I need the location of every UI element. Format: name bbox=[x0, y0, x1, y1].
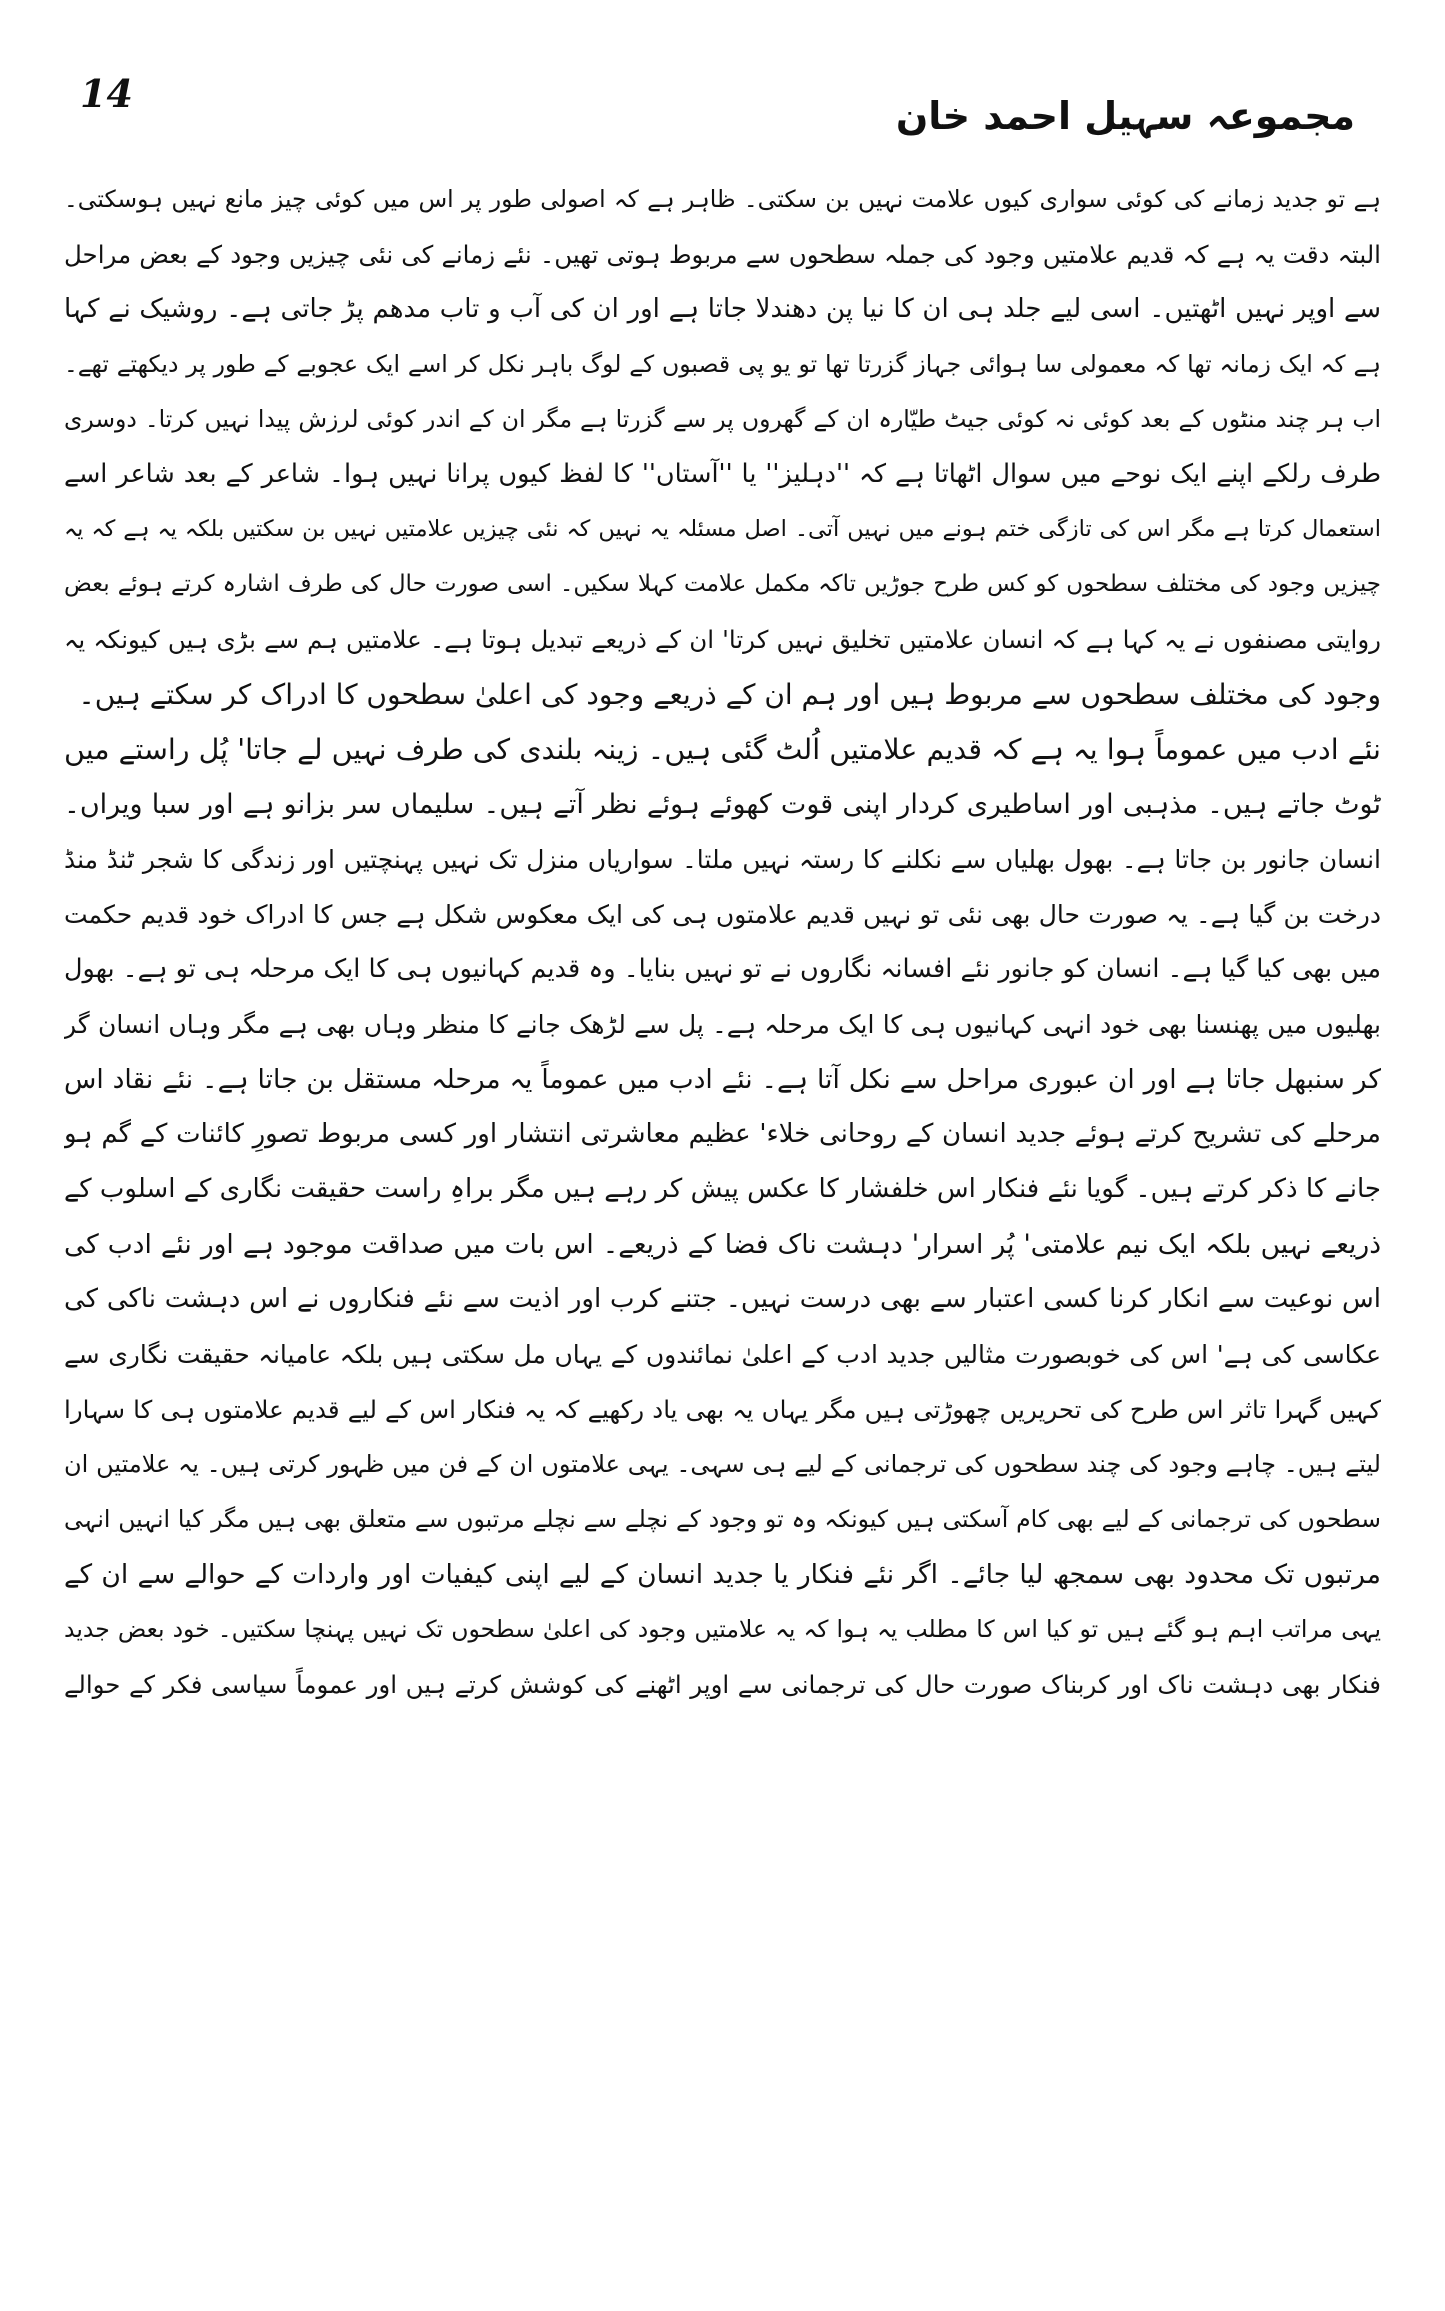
text-line: مرحلے کی تشریح کرتے ہوئے جدید انسان کے روحانی خلاء' عظیم معاشرتی انتشار اور کسی مربوط تصورِ کائنات کے گم ہو bbox=[64, 1119, 1381, 1149]
text-line: ٹوٹ جاتے ہیں۔ مذہبی اور اساطیری کردار اپنی قوت کھوئے ہوئے نظر آتے ہیں۔ سلیماں سر بزانو ہے اور سبا ویراں۔ bbox=[64, 789, 1381, 820]
text-line: استعمال کرتا ہے مگر اس کی تازگی ختم ہونے میں نہیں آتی۔ اصل مسئلہ یہ نہیں کہ نئی چیزیں علامتیں نہیں بن سکتیں بلکہ یہ ہے کہ یہ bbox=[64, 516, 1381, 542]
text-line: اس نوعیت سے انکار کرنا کسی اعتبار سے بھی درست نہیں۔ جتنے کرب اور اذیت سے نئے فنکاروں نے اس دہشت ناکی کی bbox=[64, 1284, 1381, 1314]
text-line: مرتبوں تک محدود بھی سمجھ لیا جائے۔ اگر نئے فنکار یا جدید انسان کے لیے اپنی کیفیات اور واردات کے حوالے سے ان کے bbox=[64, 1559, 1381, 1590]
text-line: انسان جانور بن جاتا ہے۔ بھول بھلیاں سے نکلنے کا رستہ نہیں ملتا۔ سواریاں منزل تک نہیں پہنچتیں اور زندگی کا شجر ٹنڈ منڈ bbox=[64, 845, 1381, 874]
text-line: یہی مراتب اہم ہو گئے ہیں تو کیا اس کا مطلب یہ ہوا کہ یہ علامتیں وجود کی اعلیٰ سطحوں تک نہیں پہنچا سکتیں۔ خود بعض جدید bbox=[64, 1615, 1381, 1643]
text-line: ہے کہ ایک زمانہ تھا کہ معمولی سا ہوائی جہاز گزرتا تھا تو یو پی قصبوں کے لوگ باہر نکل کر اسے ایک عجوبے کے طور پر دیکھتے تھے۔ bbox=[64, 350, 1381, 378]
text-line: ذریعے نہیں بلکہ ایک نیم علامتی' پُر اسرار' دہشت ناک فضا کے ذریعے۔ اس بات میں صداقت موجود ہے اور نئے ادب کی bbox=[64, 1229, 1381, 1260]
text-line: روایتی مصنفوں نے یہ کہا ہے کہ انسان علامتیں تخلیق نہیں کرتا' ان کے ذریعے تبدیل ہوتا ہے۔ علامتیں ہم سے بڑی ہیں کیونکہ یہ bbox=[64, 625, 1381, 654]
text-line: کہیں گہرا تاثر اس طرح کی تحریریں چھوڑتی ہیں مگر یہاں یہ بھی یاد رکھیے کہ یہ فنکار اس کے لیے قدیم علامتوں ہی کا سہارا bbox=[64, 1395, 1381, 1424]
text-line: اب ہر چند منٹوں کے بعد کوئی نہ کوئی جیٹ طیّارہ ان کے گھروں پر سے گزرتا ہے مگر ان کے اندر کوئی لرزش پیدا نہیں کرتا۔ دوسری bbox=[64, 405, 1381, 433]
text-line: سے اوپر نہیں اٹھتیں۔ اسی لیے جلد ہی ان کا نیا پن دھندلا جاتا ہے اور ان کی آب و تاب مدھم پڑ جاتی ہے۔ روشیک نے کہا bbox=[64, 294, 1381, 324]
page-number: 14 bbox=[80, 71, 133, 116]
paragraph-start-line: نئے ادب میں عموماً ہوا یہ ہے کہ قدیم علامتیں اُلٹ گئی ہیں۔ زینہ بلندی کی طرف نہیں لے جاتا' پُل راستے میں bbox=[64, 733, 1381, 766]
text-line: عکاسی کی ہے' اس کی خوبصورت مثالیں جدید ادب کے اعلیٰ نمائندوں کے یہاں مل سکتی ہیں بلکہ عامیانہ حقیقت نگاری سے bbox=[64, 1340, 1381, 1369]
text-line: بھلیوں میں پھنسنا بھی خود انہی کہانیوں ہی کا ایک مرحلہ ہے۔ پل سے لڑھک جانے کا منظر وہاں بھی ہے مگر وہاں انسان گر bbox=[64, 1010, 1381, 1039]
text-line: البتہ دقت یہ ہے کہ قدیم علامتیں وجود کی جملہ سطحوں سے مربوط ہوتی تھیں۔ نئے زمانے کی نئی چیزیں وجود کے بعض مراحل bbox=[64, 240, 1381, 269]
text-line: درخت بن گیا ہے۔ یہ صورت حال بھی نئی تو نہیں قدیم علامتوں ہی کی ایک معکوس شکل ہے جس کا ادراک خود قدیم حکمت bbox=[64, 900, 1381, 929]
text-line: ہے تو جدید زمانے کی کوئی سواری کیوں علامت نہیں بن سکتی۔ ظاہر ہے کہ اصولی طور پر اس میں کوئی چیز مانع نہیں ہوسکتی۔ bbox=[64, 185, 1381, 213]
text-line: طرف رلکے اپنے ایک نوحے میں سوال اٹھاتا ہے کہ ''دہلیز'' یا ''آستاں'' کا لفظ کیوں پرانا نہیں ہوا۔ شاعر کے بعد شاعر اسے bbox=[64, 459, 1381, 489]
page-header bbox=[60, 60, 1385, 150]
text-line: کر سنبھل جاتا ہے اور ان عبوری مراحل سے نکل آتا ہے۔ نئے ادب میں عموماً یہ مرحلہ مستقل بن جاتا ہے۔ نئے نقاد اس bbox=[64, 1064, 1381, 1095]
paragraph-end-line: وجود کی مختلف سطحوں سے مربوط ہیں اور ہم ان کے ذریعے وجود کی اعلیٰ سطحوں کا ادراک کر سکتے ہیں۔ bbox=[78, 678, 1381, 711]
text-line: جانے کا ذکر کرتے ہیں۔ گویا نئے فنکار اس خلفشار کا عکس پیش کر رہے ہیں مگر براہِ راست حقیقت نگاری کے اسلوب کے bbox=[64, 1174, 1381, 1204]
body-text bbox=[64, 172, 1381, 1712]
text-line: میں بھی کیا گیا ہے۔ انسان کو جانور نئے افسانہ نگاروں نے تو نہیں بنایا۔ وہ قدیم کہانیوں ہی کا ایک مرحلہ ہی تو ہے۔ بھول bbox=[64, 954, 1381, 984]
text-line: چیزیں وجود کی مختلف سطحوں کو کس طرح جوڑیں تاکہ مکمل علامت کہلا سکیں۔ اسی صورت حال کی طرف اشارہ کرتے ہوئے بعض bbox=[64, 571, 1381, 597]
running-title: مجموعہ سہیل احمد خان bbox=[895, 94, 1355, 138]
text-line: فنکار بھی دہشت ناک اور کربناک صورت حال کی ترجمانی سے اوپر اٹھنے کی کوشش کرتے ہیں اور عموماً سیاسی فکر کے حوالے bbox=[64, 1670, 1381, 1699]
text-line: لیتے ہیں۔ چاہے وجود کی چند سطحوں کی ترجمانی کے لیے ہی سہی۔ یہی علامتوں ان کے فن میں ظہور کرتی ہیں۔ یہ علامتیں ان bbox=[64, 1450, 1381, 1478]
text-line: سطحوں کی ترجمانی کے لیے بھی کام آسکتی ہیں کیونکہ وہ تو وجود کے نچلے سے نچلے مرتبوں سے متعلق بھی ہیں مگر کیا انہیں انہی bbox=[64, 1505, 1381, 1533]
